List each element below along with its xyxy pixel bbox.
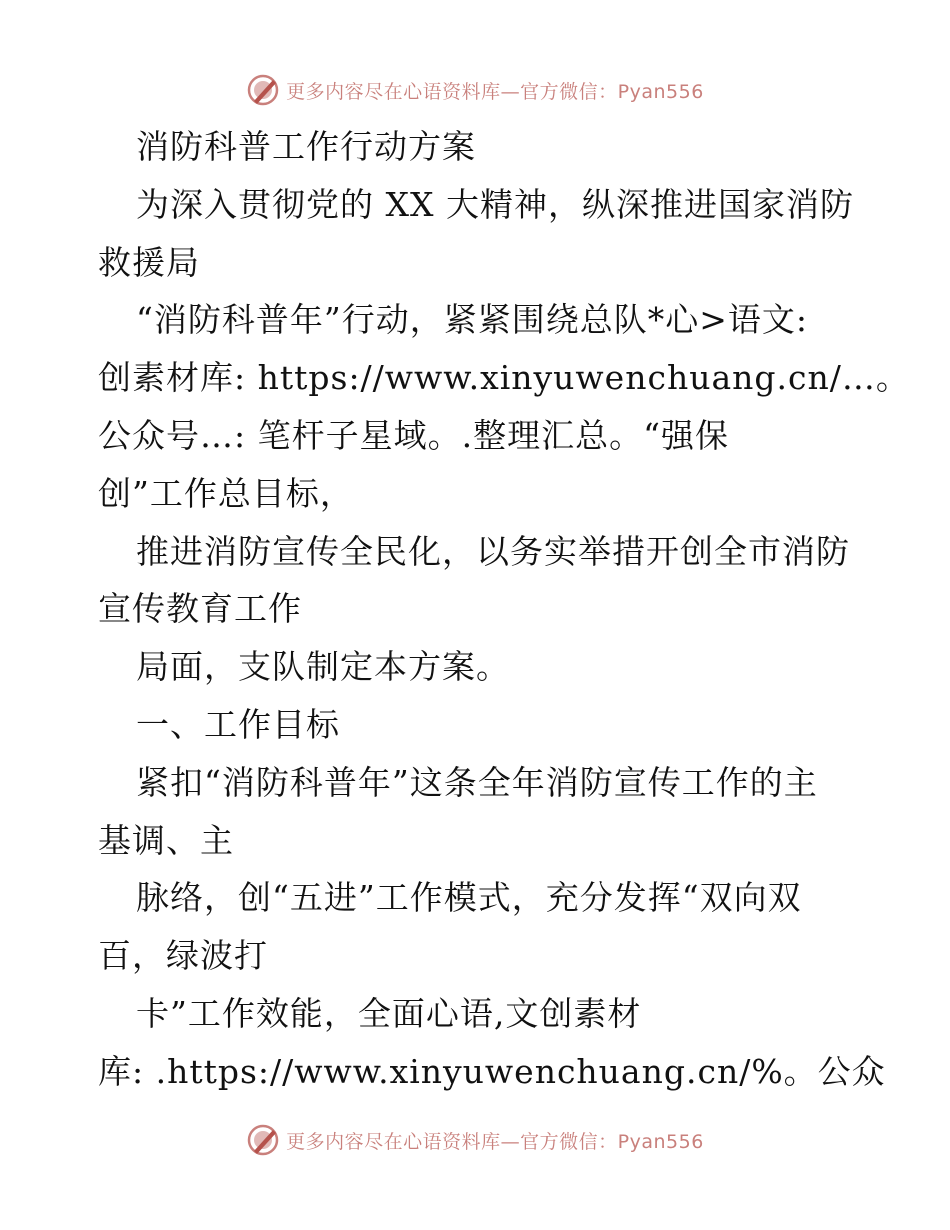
pen-seal-logo-icon (246, 1123, 280, 1157)
text-line: 百，绿波打 (98, 936, 268, 976)
text-line: 一、工作目标 (136, 704, 340, 744)
document-body (98, 118, 910, 1101)
text-line: 救援局 (98, 242, 200, 282)
text-line: 紧扣“消防科普年”这条全年消防宣传工作的主 (136, 762, 818, 802)
text-line: 基调、主 (98, 820, 234, 860)
footer-banner-text (286, 1127, 704, 1154)
text-line: “消防科普年”行动，紧紧围绕总队*心>语文: (136, 300, 809, 340)
text-line: 为深入贯彻党的 XX 大精神，纵深推进国家消防 (136, 184, 854, 224)
text-line: 创”工作总目标， (98, 473, 354, 513)
header-wechat-id: Pyan556 (617, 80, 704, 103)
text-line: 创素材库: https://www.xinyuwenchuang.cn/…。 (98, 358, 910, 398)
text-line: 卡”工作效能，全面心语,文创素材 (136, 993, 642, 1033)
text-line: 消防科普工作行动方案 (136, 127, 476, 166)
header-banner-text (286, 77, 704, 104)
text-line: 宣传教育工作 (98, 589, 302, 629)
text-line: 推进消防宣传全民化，以务实举措开创全市消防 (136, 531, 850, 571)
footer-banner-message: 更多内容尽在心语资料库—官方微信： (286, 1130, 618, 1153)
text-line: 库: .https://www.xinyuwenchuang.cn/%。公众 (98, 1051, 886, 1091)
header-banner-message: 更多内容尽在心语资料库—官方微信： (286, 80, 618, 103)
text-line: 公众号…: 笔杆子星域。.整理汇总。“强保 (98, 415, 729, 455)
pen-seal-logo-icon (246, 73, 280, 107)
footer-banner (0, 1120, 950, 1160)
text-line: 脉络，创“五进”工作模式，充分发挥“双向双 (136, 878, 802, 918)
header-banner (0, 70, 950, 110)
text-line: 局面，支队制定本方案。 (136, 647, 510, 687)
footer-wechat-id: Pyan556 (617, 1130, 704, 1153)
